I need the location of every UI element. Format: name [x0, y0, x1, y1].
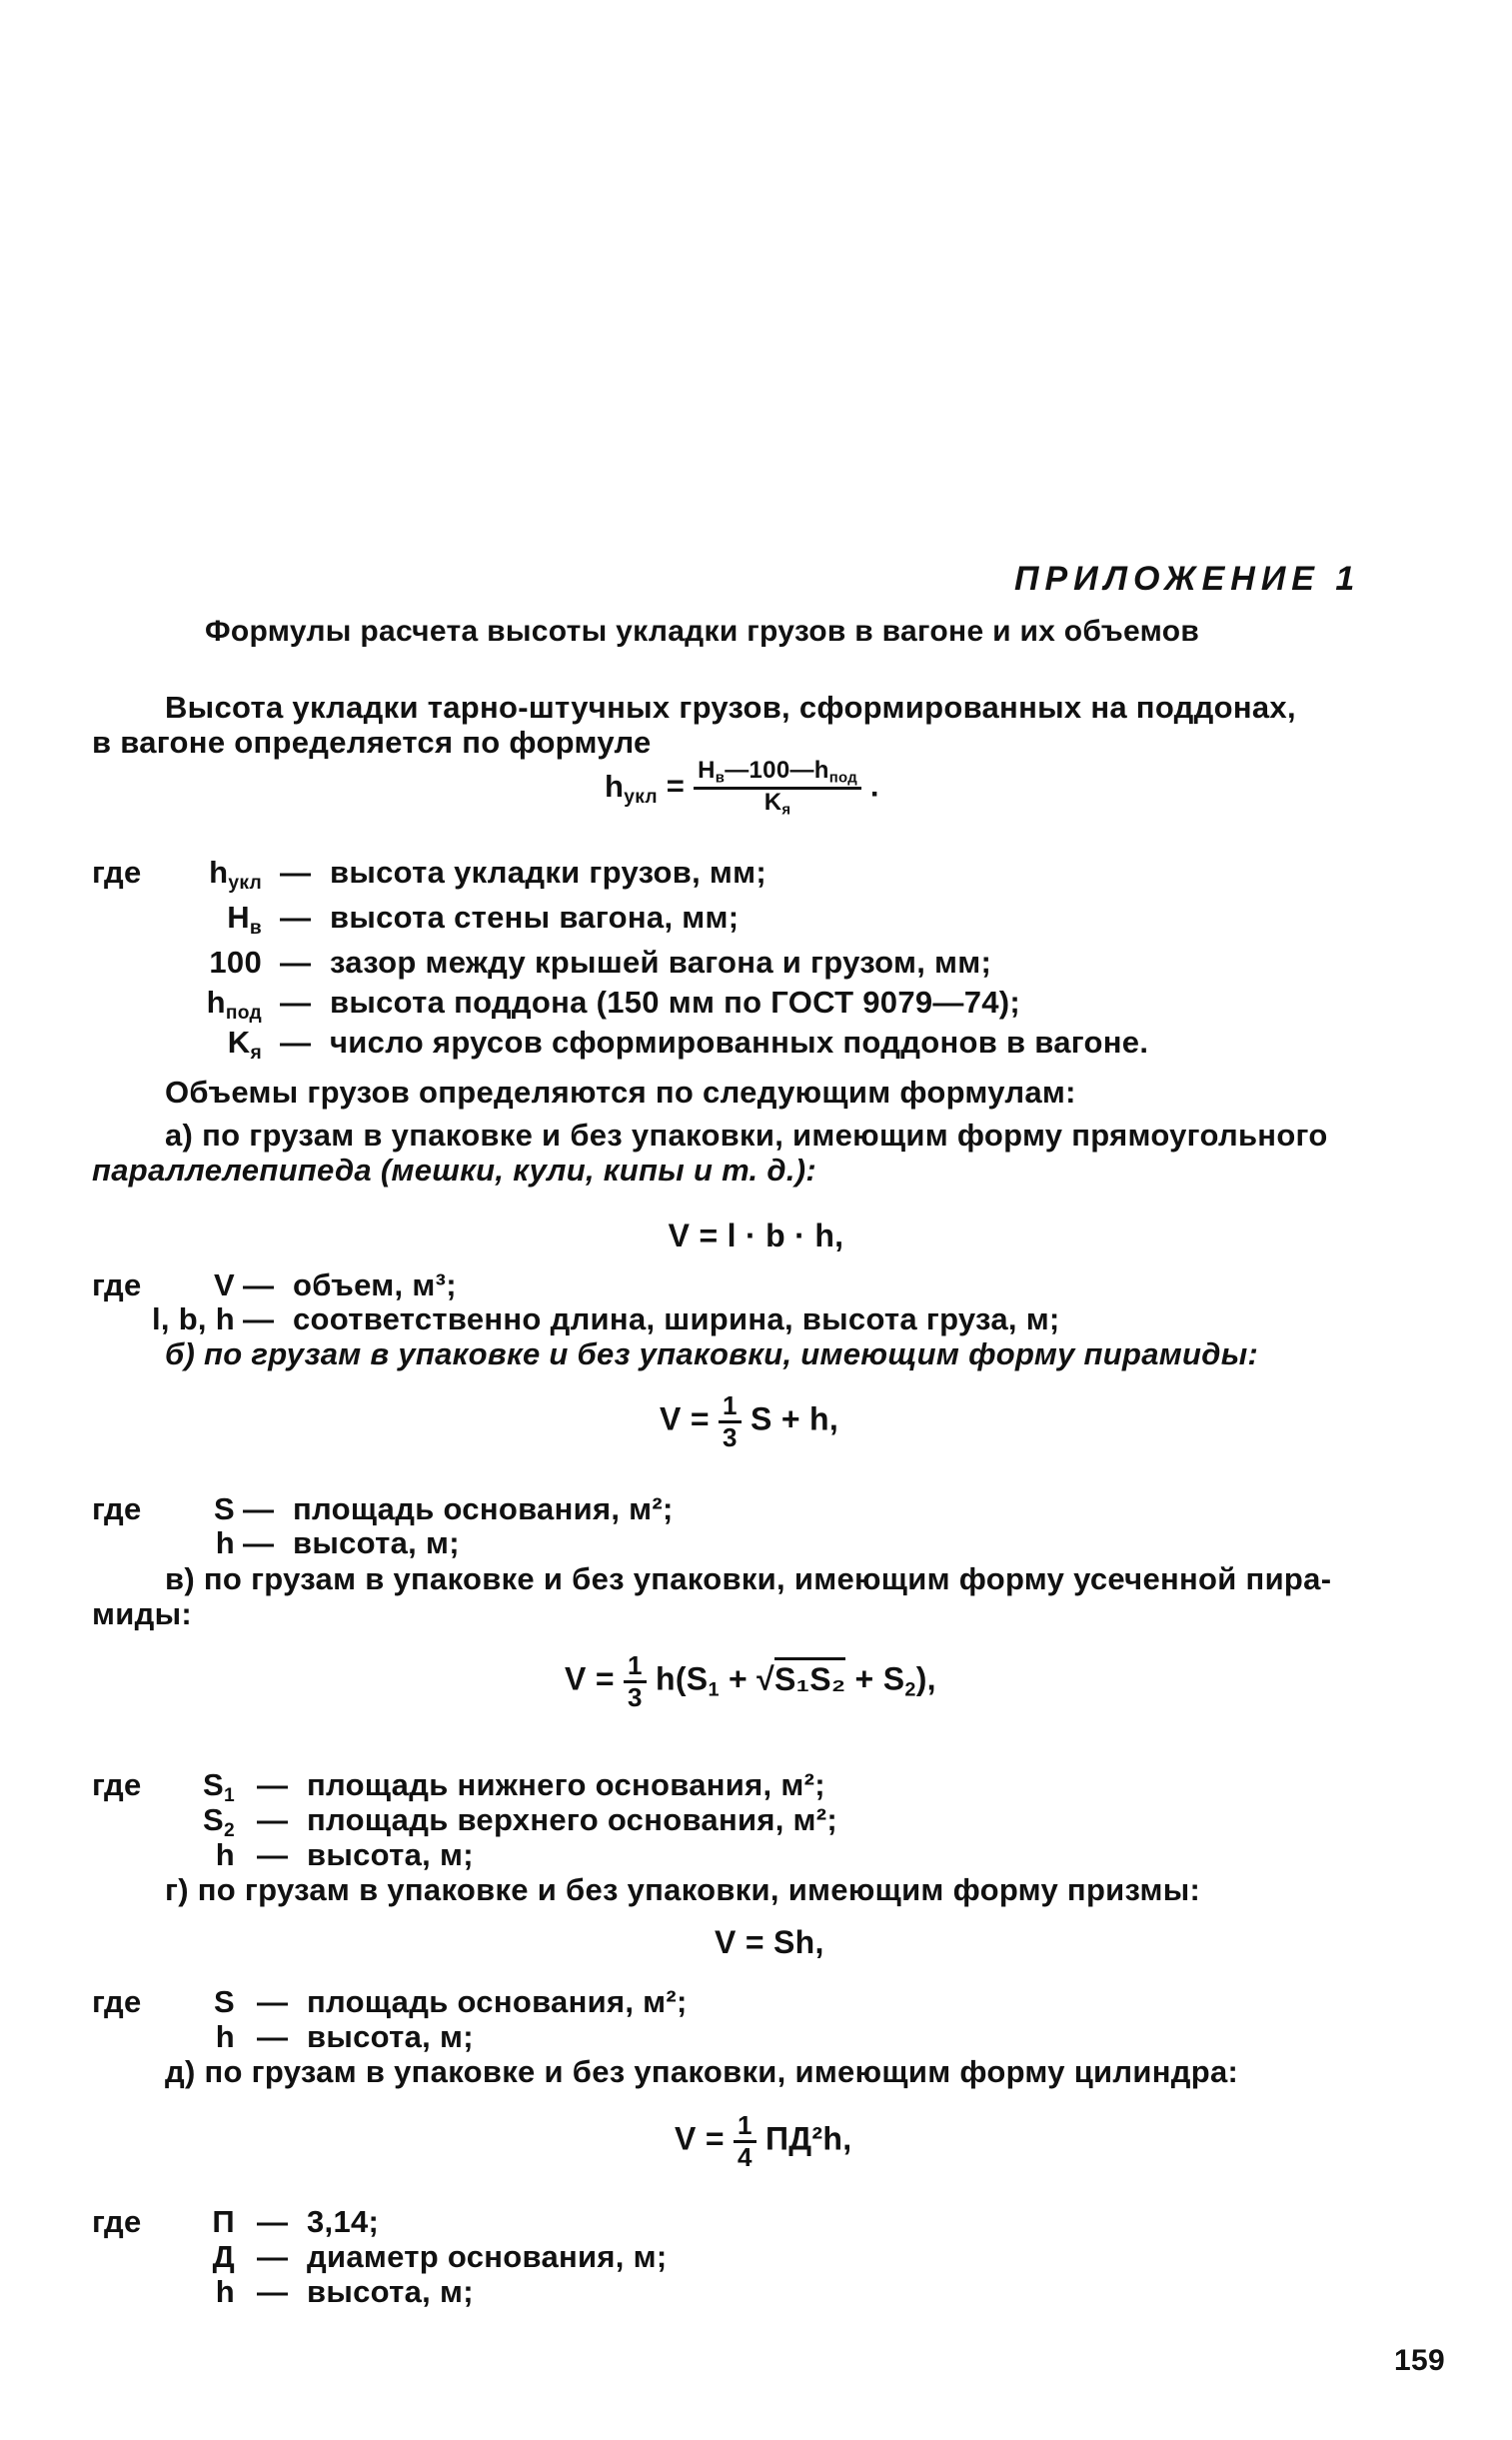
- formula-height-fraction: $\frac{H_в—100—h_{под}}{K_я}$: [694, 758, 861, 819]
- page-number: 159: [1394, 2344, 1445, 2377]
- case-a-formula: V = l · b · h,: [668, 1218, 844, 1253]
- var-symbol: $S_1$: [203, 1767, 235, 1806]
- case-c-line-2: миды:: [92, 1596, 192, 1631]
- var-symbol: S: [214, 1491, 235, 1526]
- var-symbol: h: [215, 2274, 235, 2309]
- var-symbol: $S_2$: [203, 1802, 235, 1841]
- case-b-line-1: б) по грузам в упаковке и без упаковки, имеющим форму пирамиды:: [165, 1336, 1259, 1371]
- volumes-intro: Объемы грузов определяются по следующим формулам:: [165, 1075, 1076, 1110]
- var-description: высота укладки грузов, мм;: [330, 855, 767, 890]
- section-title: Формулы расчета высоты укладки грузов в вагоне и их объемов: [205, 615, 1200, 648]
- case-c-line-1: в) по грузам в упаковке и без упаковки, имеющим форму усеченной пира-: [165, 1561, 1332, 1596]
- where-label: где: [92, 1491, 142, 1526]
- var-description: площадь верхнего основания, м²;: [307, 1802, 838, 1837]
- var-description: высота, м;: [293, 1525, 460, 1560]
- var-symbol: $h_{под}$: [206, 985, 262, 1024]
- document-page: ПРИЛОЖЕНИЕ 1 Формулы расчета высоты укладки грузов в вагоне и их объемов Высота укладки тарно-штучных грузов, сформированных на поддонах, в вагоне определяется по формуле $h_{укл}$ = $\frac{H_в—100—h_{под}}{K_я}$ . где $h_{укл}$ — высота укладки грузов, мм; $H_в$ — высота стены вагона, мм; 100 — зазор между крышей вагона и грузом, мм; $h_{под}$ — высота поддона (150 мм по ГОСТ 9079—74); $K_я$ — число ярусов сформированных поддонов в вагоне. Объемы грузов определяются по следующим формулам: а) по грузам в упаковке и без упаковки, имеющим форму прямоугольного параллелепипеда (мешки, кули, кипы и т. д.): V = l · b · h, где V — объем, м³; l, b, h — соответственно длина, ширина, высота груза, м; б) по грузам в упаковке и без упаковки, имеющим форму пирамиды: V = $\frac{1}{3}$ S + h, где S — площадь основания, м²; h — высота, м; в) по грузам в упаковке и без упаковки, имеющим форму усеченной пира- миды: V = $\frac{1}{3}$ $h(S_1 + √S_1S_2 + S_2)$, где $S_1$ — площадь нижнего основания, м²; $S_2$ — площадь верхнего основания, м²; h — высота, м; г) по грузам в упаковке и без упаковки, имеющим форму призмы: V = Sh, где S — площадь основания, м²; h — высота, м; д) по грузам в упаковке и без упаковки, имеющим форму цилиндра: V = $\frac{1}{4}$ ПД²h, где П — 3,14; Д — диаметр основания, м; h — высота, м; 159: [0, 0, 1512, 2440]
- var-description: площадь основания, м²;: [307, 1984, 688, 2019]
- var-description: высота стены вагона, мм;: [330, 900, 740, 935]
- where-label: где: [92, 855, 142, 890]
- case-e-formula: V = $\frac{1}{4}$ ПД²h,: [675, 2110, 852, 2172]
- var-description: соответственно длина, ширина, высота груза, м;: [293, 1301, 1060, 1336]
- var-symbol: l, b, h: [151, 1301, 235, 1336]
- where-label: где: [92, 1767, 142, 1802]
- var-symbol: V: [214, 1267, 235, 1302]
- where-label: где: [92, 1984, 142, 2019]
- var-symbol: S: [214, 1984, 235, 2019]
- var-description: высота, м;: [307, 2019, 474, 2054]
- var-symbol: h: [215, 2019, 235, 2054]
- formula-height: $h_{укл}$ = $\frac{H_в—100—h_{под}}{K_я}$ .: [605, 757, 879, 819]
- formula-height-lhs: $h_{укл}$: [605, 768, 658, 808]
- var-symbol: h: [215, 1837, 235, 1872]
- where-label: где: [92, 2204, 142, 2239]
- case-d-line-1: г) по грузам в упаковке и без упаковки, имеющим форму призмы:: [165, 1872, 1201, 1907]
- case-d-formula: V = Sh,: [715, 1924, 824, 1960]
- intro-line-2: в вагоне определяется по формуле: [92, 725, 652, 760]
- var-symbol: 100: [209, 945, 262, 980]
- var-description: высота, м;: [307, 1837, 474, 1872]
- var-description: объем, м³;: [293, 1267, 457, 1302]
- var-description: число ярусов сформированных поддонов в вагоне.: [330, 1025, 1149, 1060]
- case-c-formula: V = $\frac{1}{3}$ $h(S_1 + √S_1S_2 + S_2)$,: [565, 1650, 936, 1712]
- case-e-line-1: д) по грузам в упаковке и без упаковки, имеющим форму цилиндра:: [165, 2054, 1239, 2089]
- var-description: высота, м;: [307, 2274, 474, 2309]
- case-a-line-1: а) по грузам в упаковке и без упаковки, имеющим форму прямоугольного: [165, 1118, 1328, 1153]
- case-b-formula: V = $\frac{1}{3}$ S + h,: [660, 1390, 839, 1452]
- var-symbol: $K_я$: [227, 1025, 262, 1064]
- var-description: площадь основания, м²;: [293, 1491, 674, 1526]
- where-label: где: [92, 1267, 142, 1302]
- var-symbol: П: [212, 2204, 235, 2239]
- var-symbol: h: [215, 1525, 235, 1560]
- var-description: площадь нижнего основания, м²;: [307, 1767, 825, 1802]
- var-symbol: $H_в$: [227, 900, 262, 939]
- var-description: диаметр основания, м;: [307, 2239, 668, 2274]
- appendix-title: ПРИЛОЖЕНИЕ 1: [1014, 560, 1361, 598]
- var-description: 3,14;: [307, 2204, 380, 2239]
- var-symbol: Д: [212, 2239, 235, 2274]
- case-a-line-2: параллелепипеда (мешки, кули, кипы и т. д.):: [92, 1153, 817, 1188]
- var-description: высота поддона (150 мм по ГОСТ 9079—74);: [330, 985, 1021, 1020]
- var-description: зазор между крышей вагона и грузом, мм;: [330, 945, 992, 980]
- intro-line-1: Высота укладки тарно-штучных грузов, сформированных на поддонах,: [165, 690, 1296, 725]
- var-symbol: $h_{укл}$: [209, 855, 262, 894]
